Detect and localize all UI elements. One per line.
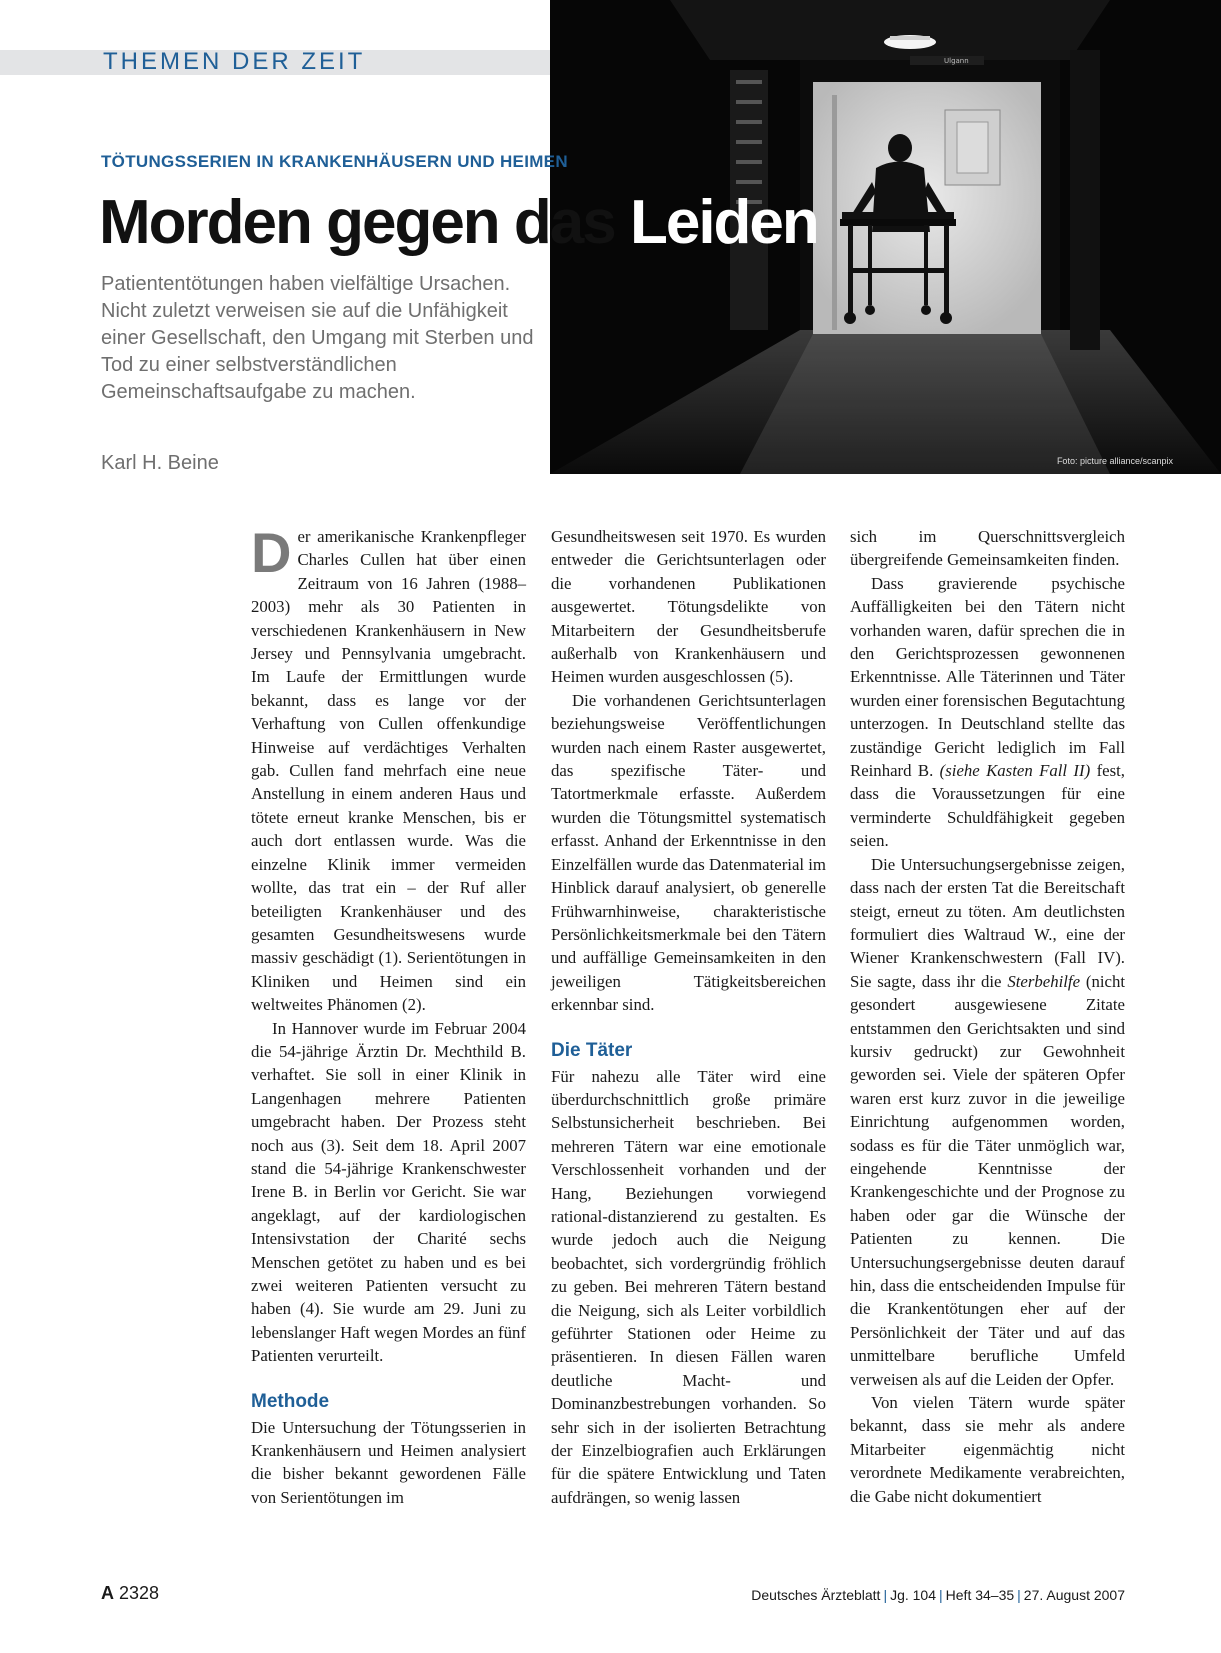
paragraph-text: (nicht gesondert ausgewiesene Zitate entstammen den Gerichtsakten und sind kursiv gedruckt) zur Gewohnheit geworden sei. Viele der späteren Opfer waren erst kurz zuvor in die jeweilige Einrichtung aufgenommen worden, sodass es für die Täter unmöglich war, eingehende Kenntnisse der Krankengeschichte und der Prognose zu haben oder gar die Wünsche der Patienten zu kennen. Die Untersuchungsergebnisse deuten darauf hin, dass die entscheidenden Impulse für die Krankentötungen eher auf der Persönlichkeit der Täter und auf das unmittelbare berufliche Umfeld verweisen als auf die Leiden der Opfer.	[850, 971, 1126, 1389]
body-paragraph	[850, 853, 1125, 1391]
body-column-1	[251, 521, 526, 1509]
paragraph-text: er amerikanische Krankenpfleger Charles Cullen hat über einen Zeitraum von 16 Jahren (1988–2003) mehr als 30 Patienten in verschiedenen Krankenhäusern in New Jersey und Pennsylvania umgebracht. Im Laufe der Ermittlungen wurde bekannt, dass es lange vor der Verhaftung von Cullen offenkundige Hinweise auf verdächtiges Verhalten gab. Cullen fand mehrfach eine neue Anstellung in einem anderen Haus und tötete erneut kranke Menschen, bis er auch dort entlassen wurde. Was die einzelne Klinik immer vermeiden wollte, das trat ein – der Ruf aller beteiligten Krankenhäuser und des gesamten Gesundheitswesens wurde massiv geschädigt (1). Serientötungen in Kliniken und Heimen sind ein weltweites Phänomen (2).	[251, 527, 526, 1015]
body-paragraph: sich im Querschnittsvergleich übergreifende Gemeinsamkeiten finden.	[850, 527, 1125, 570]
section-heading: Methode	[251, 1390, 330, 1412]
section-label: THEMEN DER ZEIT	[103, 48, 366, 75]
body-paragraph: In Hannover wurde im Februar 2004 die 54-jährige Ärztin Dr. Mechthild B. verhaftet. Sie soll in einer Klinik in Langenhagen mehrere Patienten umgebracht haben. Der Prozess steht noch aus (3). Seit dem 18. April 2007 stand die 54-jährige Krankenschwester Irene B. in Berlin vor Gericht. Sie war angeklagt, auf der kardiologischen Intensivstation der Charité sechs Menschen getötet zu haben und es bei zwei weiteren Patienten versucht zu haben (4). Sie wurde am 29. Juni zu lebenslanger Haft wegen Mordes an fünf Patienten verurteilt.	[251, 1018, 526, 1366]
article-kicker: TÖTUNGSSERIEN IN KRANKENHÄUSERN UND HEIMEN	[101, 152, 568, 171]
paragraph-text: Die Untersuchungsergebnisse zeigen, dass nach der ersten Tat die Bereitschaft steigt, erneut zu töten. Am deutlichsten formuliert dies Waltraud W., eine der Wiener Krankenschwestern (Fall IV). Sie sagte, dass ihr die	[850, 854, 1125, 991]
article-title-part1: Morden gegen das	[99, 188, 630, 257]
journal-date: 27. August 2007	[1023, 1587, 1125, 1603]
corridor-sign-text: Ulgann	[944, 57, 969, 65]
paragraph-text: fest, dass die Voraussetzungen für eine verminderte Schuldfähigkeit gegeben seien.	[850, 761, 1126, 851]
article-title-part2: Leiden	[629, 188, 818, 257]
body-paragraph: Die Untersuchung der Tötungsserien in Krankenhäusern und Heimen analysiert die bisher bekannt gewordenen Fälle von Serientötungen im	[251, 1417, 526, 1507]
paragraph-text: Dass gravierende psychische Auffälligkeiten bei den Tätern nicht vorhanden waren, dafür sprechen die in den Gerichtsprozessen gewonnenen Erkenntnisse. Alle Täterinnen und Täter wurden einer forensischen Begutachtung unterzogen. In Deutschland stellte das zuständige Gericht lediglich im Fall Reinhard B.	[850, 573, 1125, 781]
page-number-value: 2328	[119, 1583, 160, 1603]
article-author: Karl H. Beine	[101, 452, 219, 474]
body-paragraph: Die vorhandenen Gerichtsunterlagen beziehungsweise Veröffentlichungen wurden nach einem Raster ausgewertet, das spezifische Täter- und Tatortmerkmale erfasste. Außerdem wurden die Tötungsmittel systematisch erfasst. Anhand der Erkenntnisse in den Einzelfällen wurde das Datenmaterial im Hinblick darauf analysiert, ob generelle Frühwarnhinweise, charakteristische Persönlichkeitsmerkmale bei den Tätern und auffällige Gemeinsamkeiten in den jeweiligen Tätigkeitsbereichen erkennbar sind.	[551, 690, 826, 1015]
section-heading: Die Täter	[551, 1039, 633, 1061]
body-column-2	[551, 525, 826, 1509]
journal-footer: Deutsches Ärzteblatt | Jg. 104 | Heft 34–35 | 27. August 2007	[751, 1587, 1125, 1603]
body-paragraph: Von vielen Tätern wurde später bekannt, dass sie mehr als andere Mitarbeiter eigenmächtig nicht verordnete Medikamente verabreichten, die Gabe nicht dokumentiert	[850, 1393, 1125, 1506]
body-paragraph	[850, 572, 1125, 853]
journal-volume: Jg. 104	[890, 1587, 937, 1603]
page-number	[101, 1583, 159, 1604]
quoted-term: Sterbehilfe	[1007, 971, 1081, 991]
page-prefix: A	[101, 1583, 114, 1603]
article-teaser: Patiententötungen haben vielfältige Ursachen. Nicht zuletzt verweisen sie auf die Unfähigkeit einer Gesellschaft, den Umgang mit Sterben und Tod zu einer selbstverständlichen Gemeinschaftsaufgabe zu machen.	[101, 273, 534, 403]
journal-name: Deutsches Ärzteblatt	[751, 1587, 881, 1603]
body-paragraph: Für nahezu alle Täter wird eine überdurchschnittlich große primäre Selbstunsicherheit beschrieben. Bei mehreren Tätern war eine emotionale Verschlossenheit vorhanden und der Hang, Beziehungen vorwiegend rational-distanzierend zu gestalten. Es wurde jedoch auch die Neigung beobachtet, sich vordergründig fröhlich zu geben. Bei mehreren Tätern bestand die Neigung, sich als Leiter vorbildlich geführter Stationen oder Heime zu präsentieren. In diesen Fällen waren deutliche Macht- und Dominanzbestrebungen vorhanden. So sehr sich in der isolierten Betrachtung der Einzelbiografien auch Erklärungen für die spätere Entwicklung und Taten aufdrängen, so wenig lassen	[551, 1066, 826, 1507]
article-title	[99, 184, 818, 262]
drop-cap: D	[251, 521, 292, 584]
body-paragraph	[251, 521, 526, 1017]
body-column-3	[850, 525, 1125, 1508]
journal-issue: Heft 34–35	[945, 1587, 1015, 1603]
photo-credit: Foto: picture alliance/scanpix	[1056, 456, 1173, 466]
box-reference: (siehe Kasten Fall II)	[939, 761, 1091, 781]
body-paragraph: Gesundheitswesen seit 1970. Es wurden entweder die Gerichtsunterlagen oder die vorhandenen Publikationen ausgewertet. Tötungsdelikte von Mitarbeitern der Gesundheitsberufe außerhalb von Krankenhäusern und Heimen wurden ausgeschlossen (5).	[551, 527, 826, 687]
